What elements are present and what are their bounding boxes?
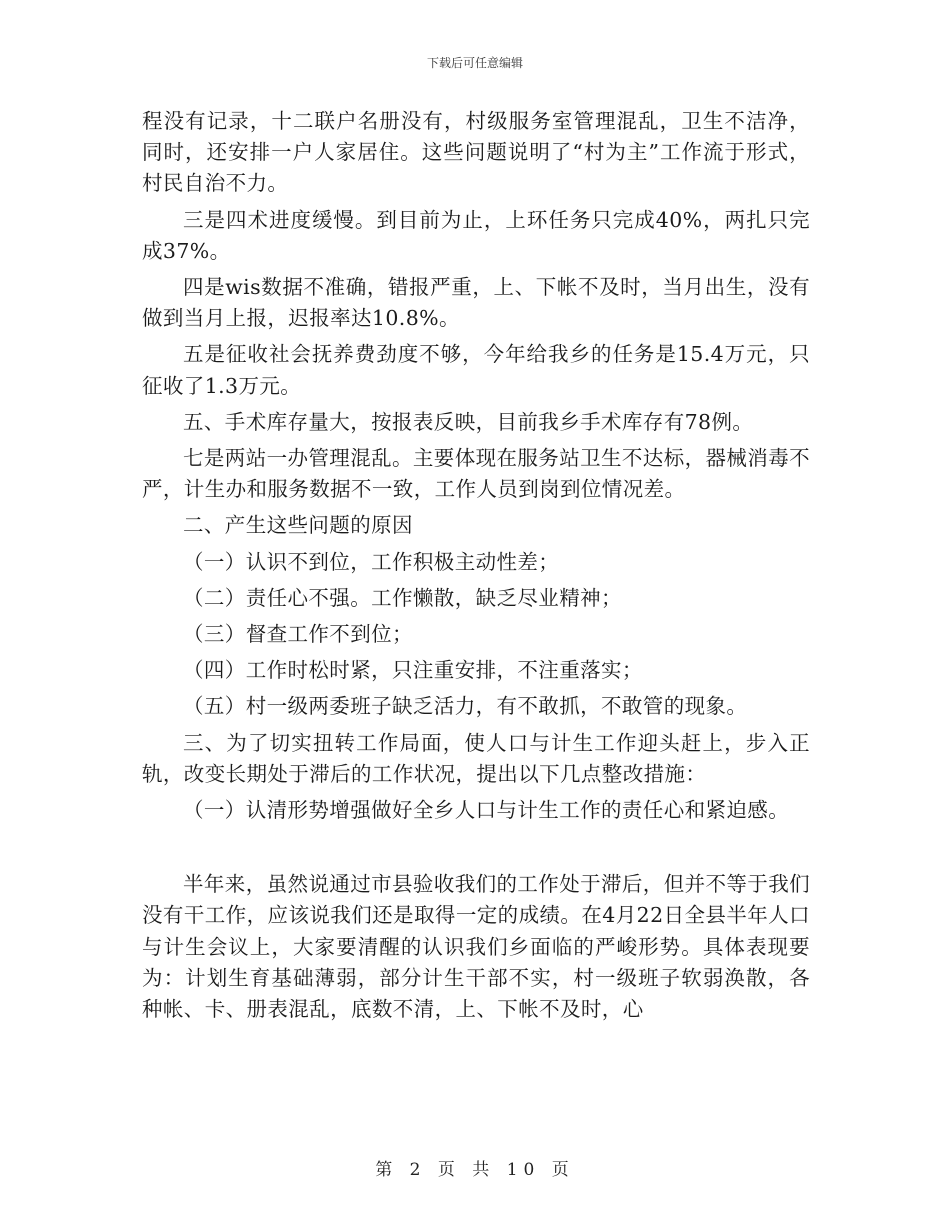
paragraph: 五是征收社会抚养费劲度不够，今年给我乡的任务是15.4万元，只征收了1.3万元。 bbox=[142, 342, 810, 398]
list-item: （三）督查工作不到位； bbox=[183, 622, 413, 647]
list-item: （五）村一级两委班子缺乏活力，有不敢抓，不敢管的现象。 bbox=[183, 694, 748, 719]
paragraph: 程没有记录，十二联户名册没有，村级服务室管理混乱，卫生不洁净，同时，还安排一户人家居住。这些问题说明了“村为主”工作流于形式，村民自治不力。 bbox=[142, 109, 810, 196]
paragraph: 三是四术进度缓慢。到目前为止，上环任务只完成40%，两扎只完成37%。 bbox=[142, 207, 810, 263]
list-item: （一）认清形势增强做好全乡人口与计生工作的责任心和紧迫感。 bbox=[183, 798, 790, 823]
section-heading: 二、产生这些问题的原因 bbox=[183, 513, 413, 538]
paragraph: 五、手术库存量大，按报表反映，目前我乡手术库存有78例。 bbox=[183, 409, 754, 434]
paragraph: 四是wis数据不准确，错报严重，上、下帐不及时，当月出生，没有做到当月上报，迟报率达10.8%。 bbox=[142, 275, 810, 331]
paragraph: 半年来，虽然说通过市县验收我们的工作处于滞后，但并不等于我们没有干工作，应该说我们还是取得一定的成绩。在4月22日全县半年人口与计生会议上，大家要清醒的认识我们乡面临的严峻形势。具体表现要为：计划生育基础薄弱，部分计生干部不实，村一级班子软弱涣散，各种帐、卡、册表混乱，底数不清，上、下帐不及时，心 bbox=[142, 872, 810, 1022]
list-item: （一）认识不到位，工作积极主动性差； bbox=[183, 549, 560, 574]
document-body bbox=[142, 106, 810, 1030]
list-item: （四）工作时松时紧，只注重安排，不注重落实； bbox=[183, 658, 643, 683]
list-item: （二）责任心不强。工作懒散，缺乏尽业精神； bbox=[183, 585, 622, 610]
paragraph-spacer bbox=[142, 831, 810, 869]
page-footer: 第 2 页 共 10 页 bbox=[375, 1160, 575, 1180]
section-heading: 三、为了切实扭转工作局面，使人口与计生工作迎头赶上，步入正轨，改变长期处于滞后的工作状况，提出以下几点整改措施： bbox=[142, 730, 810, 786]
page-header: 下载后可任意编辑 bbox=[426, 56, 523, 70]
paragraph: 七是两站一办管理混乱。主要体现在服务站卫生不达标，器械消毒不严，计生办和服务数据不一致，工作人员到岗到位情况差。 bbox=[142, 446, 810, 502]
